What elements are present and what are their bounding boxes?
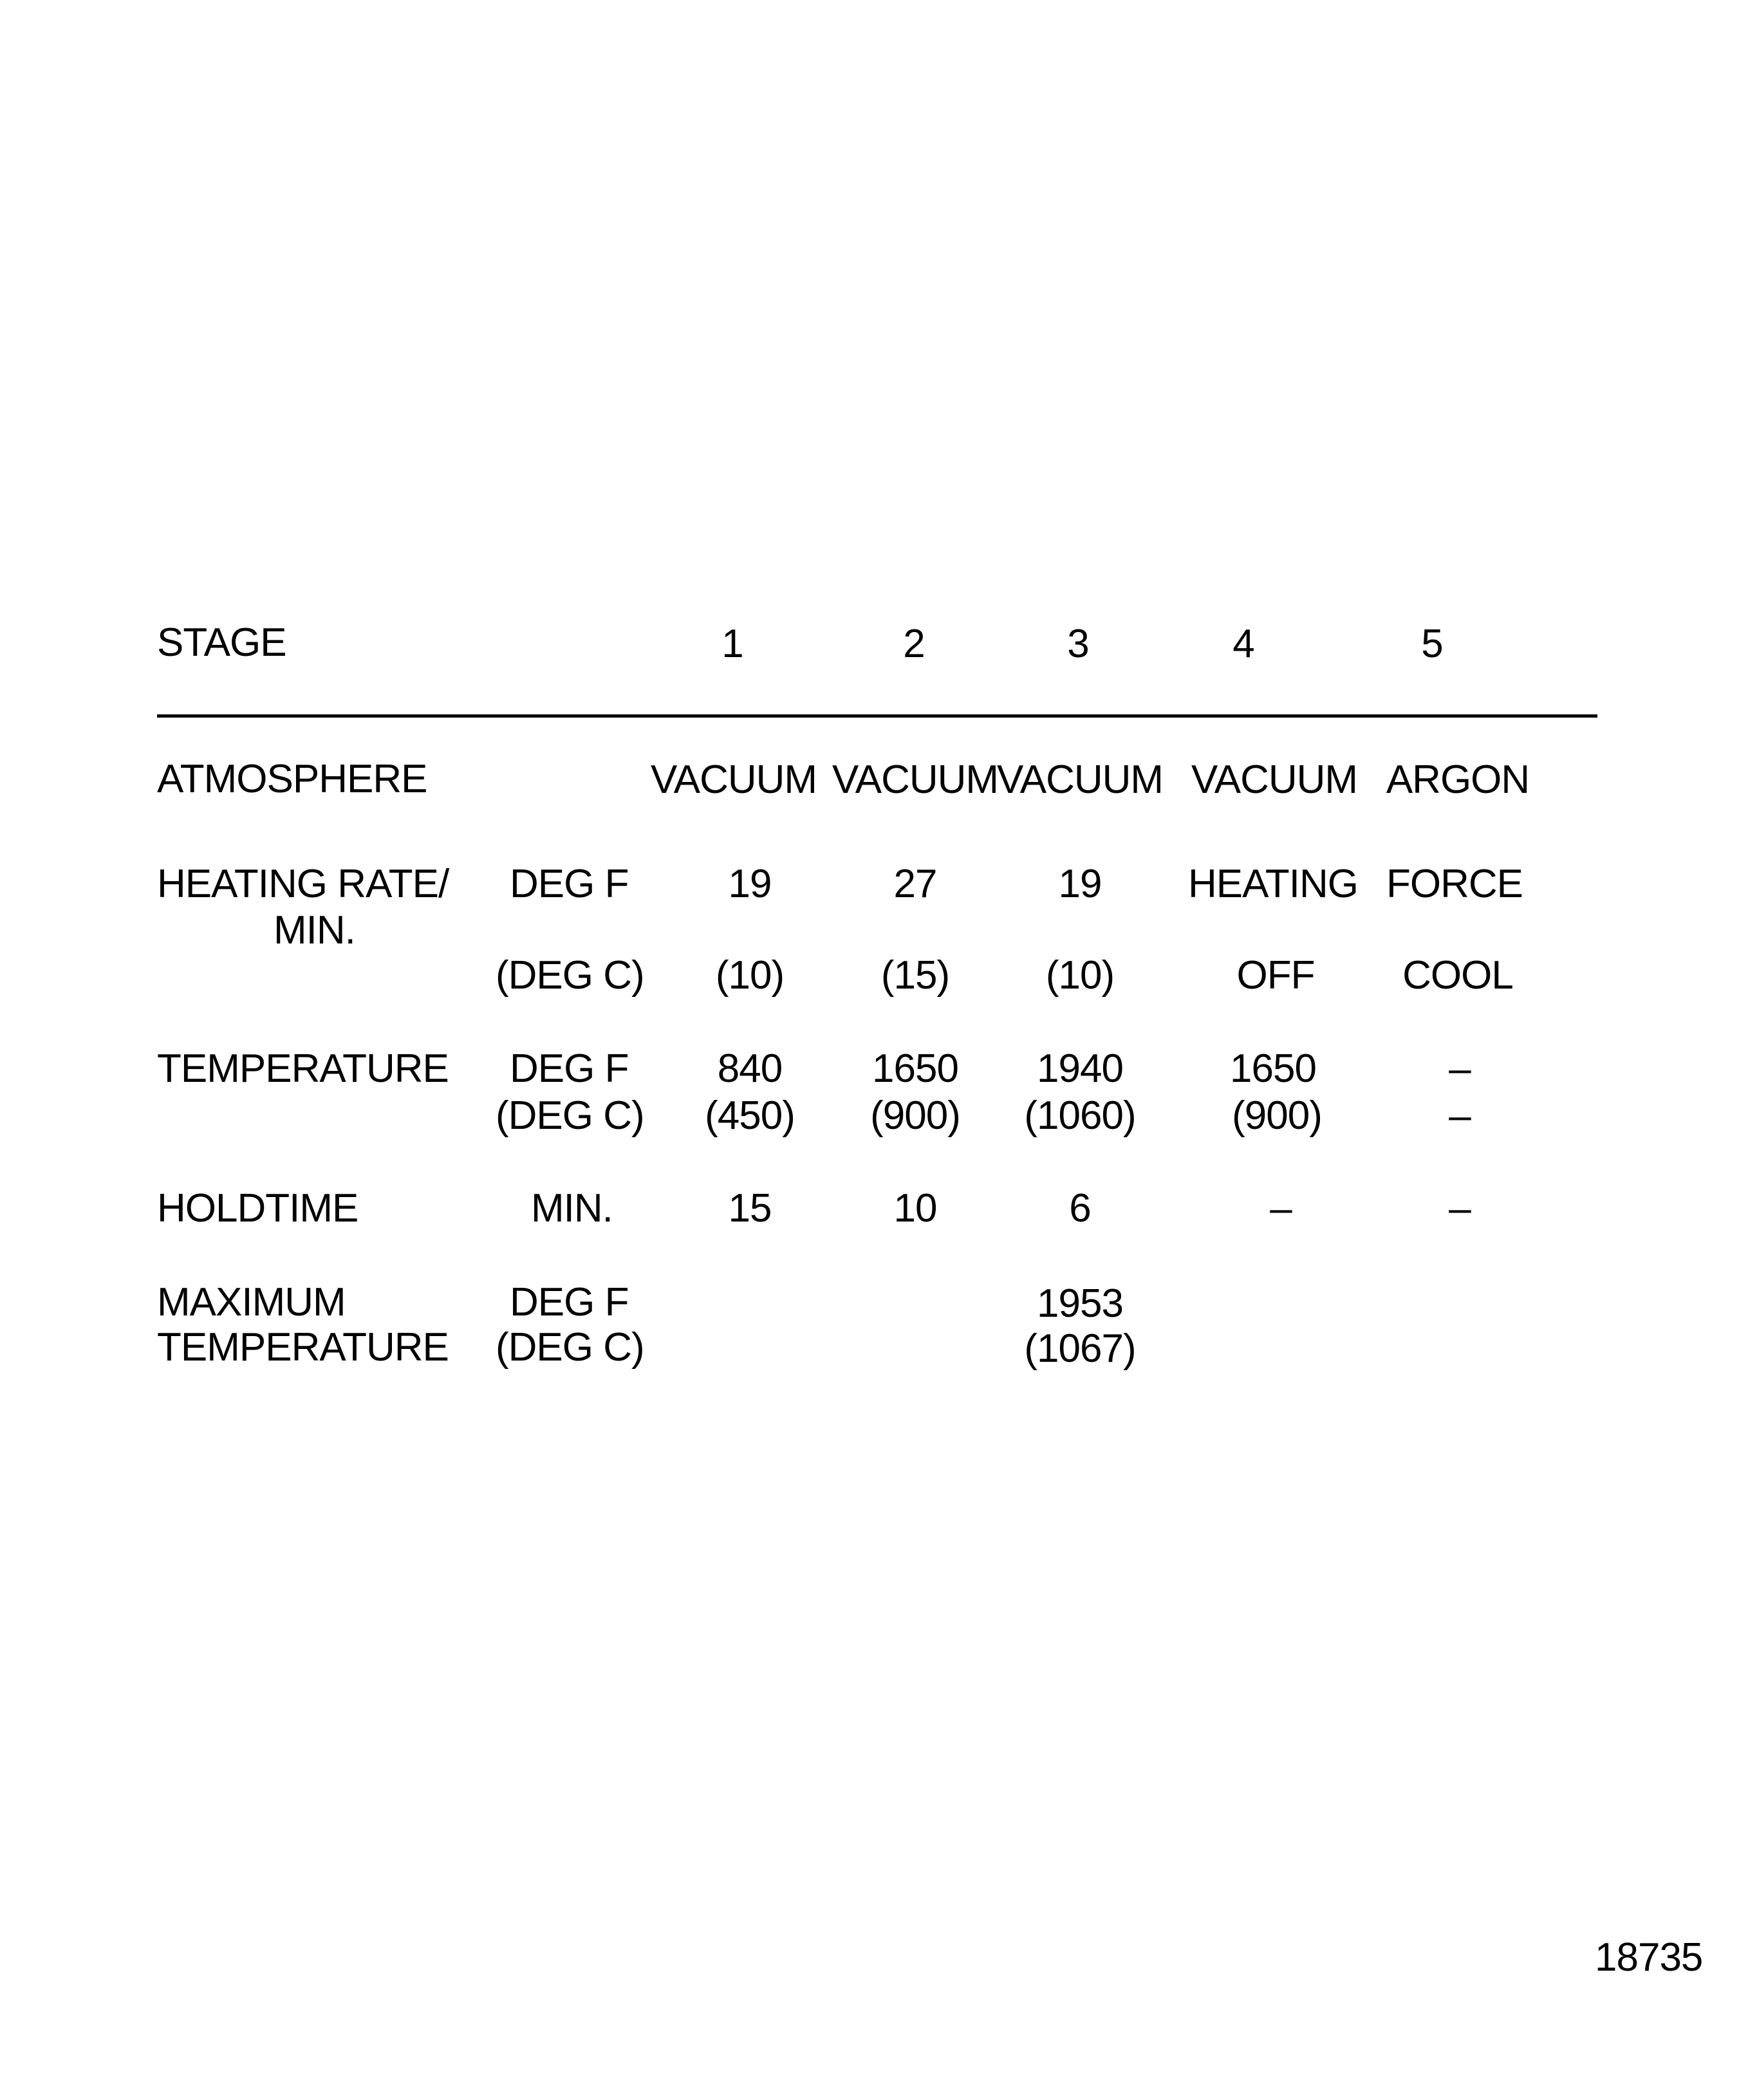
temperature-unit-f: DEG F <box>510 1046 629 1091</box>
temperature-f-stage-4: 1650 <box>1230 1046 1316 1091</box>
heating-rate-c-stage-2: (15) <box>880 953 950 998</box>
temperature-c-stage-1: (450) <box>705 1093 795 1138</box>
atmosphere-stage-1: VACUUM <box>650 757 817 802</box>
heating-rate-c-stage-4: OFF <box>1236 953 1315 998</box>
max-temperature-c-stage-3: (1067) <box>1024 1326 1136 1371</box>
stage-header-4: 4 <box>1232 622 1254 666</box>
max-temperature-label-line2: TEMPERATURE <box>157 1325 449 1370</box>
heating-rate-c-stage-3: (10) <box>1045 953 1115 998</box>
atmosphere-stage-3: VACUUM <box>996 757 1164 802</box>
atmosphere-label: ATMOSPHERE <box>157 757 427 801</box>
stage-header-label: STAGE <box>157 620 286 665</box>
stage-header-5: 5 <box>1421 622 1443 666</box>
temperature-f-stage-3: 1940 <box>1037 1046 1123 1091</box>
heating-rate-f-stage-4: HEATING <box>1188 862 1358 906</box>
atmosphere-stage-5: ARGON <box>1386 757 1530 802</box>
max-temperature-unit-f: DEG F <box>510 1280 629 1324</box>
holdtime-stage-2: 10 <box>893 1186 937 1231</box>
temperature-f-stage-1: 840 <box>717 1046 783 1091</box>
holdtime-unit: MIN. <box>531 1186 613 1231</box>
stage-header-1: 1 <box>721 622 743 666</box>
holdtime-stage-4: – <box>1270 1186 1292 1231</box>
figure-number: 18735 <box>1595 1935 1703 1980</box>
header-divider <box>157 714 1597 718</box>
max-temperature-unit-c: (DEG C) <box>496 1325 644 1370</box>
heating-rate-f-stage-5: FORCE <box>1386 862 1523 906</box>
temperature-f-stage-5: – <box>1449 1046 1471 1091</box>
heating-rate-f-stage-2: 27 <box>893 862 937 906</box>
heating-rate-f-stage-3: 19 <box>1058 862 1102 906</box>
holdtime-stage-5: – <box>1449 1186 1471 1231</box>
temperature-c-stage-4: (900) <box>1232 1093 1322 1138</box>
holdtime-stage-1: 15 <box>728 1186 772 1231</box>
heating-rate-f-stage-1: 19 <box>728 862 772 906</box>
stage-header-3: 3 <box>1067 622 1089 666</box>
heating-rate-unit-c: (DEG C) <box>496 953 644 998</box>
temperature-c-stage-2: (900) <box>870 1093 960 1138</box>
max-temperature-label-line1: MAXIMUM <box>157 1280 346 1324</box>
temperature-f-stage-2: 1650 <box>872 1046 958 1091</box>
heating-rate-unit-f: DEG F <box>510 862 629 906</box>
heating-rate-c-stage-1: (10) <box>715 953 785 998</box>
temperature-label: TEMPERATURE <box>157 1046 449 1091</box>
holdtime-label: HOLDTIME <box>157 1186 358 1231</box>
temperature-c-stage-5: – <box>1449 1093 1471 1138</box>
temperature-c-stage-3: (1060) <box>1024 1093 1136 1138</box>
atmosphere-stage-4: VACUUM <box>1191 757 1358 802</box>
stage-header-2: 2 <box>903 622 925 666</box>
heating-rate-label-line1: HEATING RATE/ <box>157 862 449 906</box>
holdtime-stage-3: 6 <box>1069 1186 1091 1231</box>
heating-rate-c-stage-5: COOL <box>1402 953 1513 998</box>
max-temperature-f-stage-3: 1953 <box>1037 1281 1123 1326</box>
atmosphere-stage-2: VACUUM <box>832 757 999 802</box>
temperature-unit-c: (DEG C) <box>496 1093 644 1138</box>
heating-rate-label-line2: MIN. <box>274 908 355 952</box>
